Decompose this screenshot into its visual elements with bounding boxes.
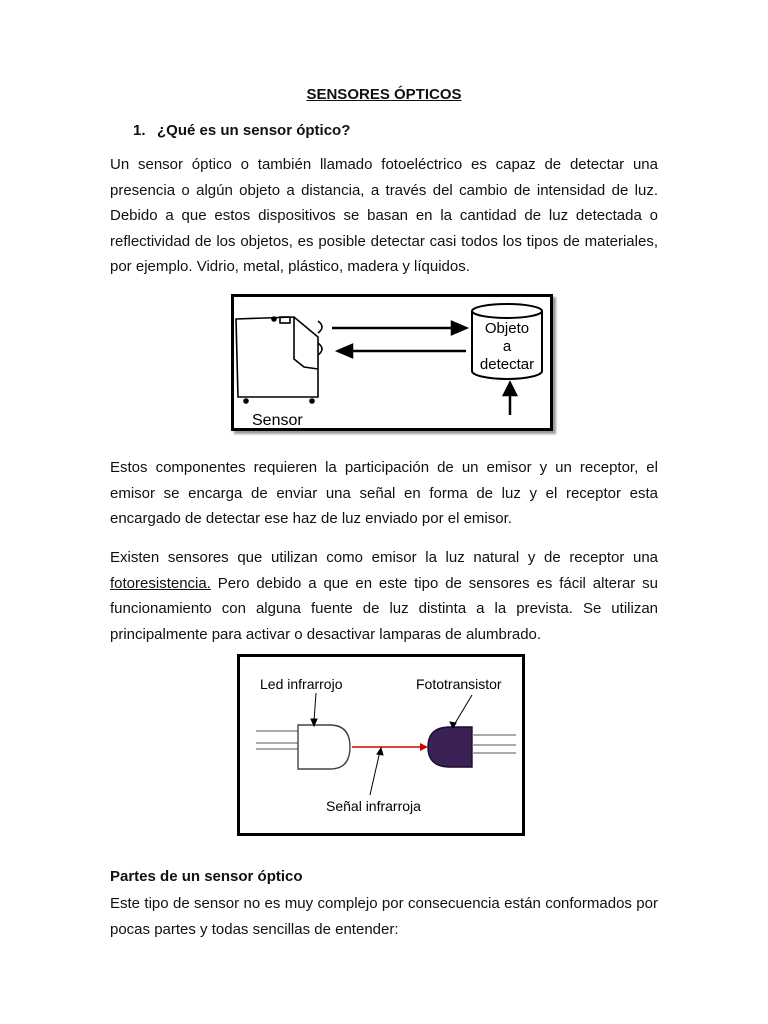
section-heading-text: ¿Qué es un sensor óptico? xyxy=(157,122,351,139)
object-label-line1: Objeto xyxy=(484,320,530,337)
infrared-diagram-graphic xyxy=(240,657,522,833)
parts-heading: Partes de un sensor óptico xyxy=(110,868,303,885)
paragraph-parts: Este tipo de sensor no es muy complejo por consecuencia están conformados por pocas partes y todas sencillas de entender: xyxy=(110,895,658,938)
led-leads xyxy=(256,731,298,749)
phototransistor-leads xyxy=(472,735,516,753)
infrared-led-shape xyxy=(298,725,350,769)
infrared-beam-arrowhead xyxy=(420,743,428,751)
phototransistor-shape xyxy=(428,727,472,767)
sensor-device-shape xyxy=(236,317,322,403)
sensor-diagram-graphic xyxy=(234,297,550,428)
paragraph-emitter-receiver: Estos componentes requieren la participación de un emisor y un receptor, el emisor se encarga de enviar una señal en forma de luz y el receptor esta encargado de detectar ese haz de luz enviado por el emisor. xyxy=(110,459,658,527)
paragraph-natural-light-start: Existen sensores que utilizan como emisor la luz natural y de receptor una xyxy=(110,549,658,566)
sensor-diagram xyxy=(231,294,553,431)
sensor-label: Sensor xyxy=(252,412,303,428)
document-title: SENSORES ÓPTICOS xyxy=(306,86,462,103)
paragraph-natural-light xyxy=(110,545,658,647)
fotoresistencia-link[interactable]: fotoresistencia. xyxy=(110,574,211,592)
paragraph-intro: Un sensor óptico o también llamado fotoeléctrico es capaz de detectar una presencia o algún objeto a distancia, a través del cambio de intensidad de luz. Debido a que estos dispositivos se basan en la cantidad de luz detectada o reflectividad de los objetos, es posible detectar casi todos los tipos de materiales, por ejemplo. Vidrio, metal, plástico, madera y líquidos. xyxy=(110,156,658,275)
section-number: 1. xyxy=(133,122,146,139)
phototransistor-label: Fototransistor xyxy=(416,676,502,692)
paragraph-natural-light-end: Pero debido a que en este tipo de sensores es fácil alterar su funcionamiento con alguna fuente de luz distinta a la prevista. Se utilizan principalmente para activar o desactivar lamparas de alumbrado. xyxy=(110,574,658,643)
infrared-diagram xyxy=(237,654,525,836)
object-label-line3: detectar xyxy=(479,356,535,373)
signal-label: Señal infrarroja xyxy=(326,798,421,814)
led-label: Led infrarrojo xyxy=(260,676,343,692)
section-heading xyxy=(133,122,350,139)
object-label-line2: a xyxy=(502,338,512,355)
